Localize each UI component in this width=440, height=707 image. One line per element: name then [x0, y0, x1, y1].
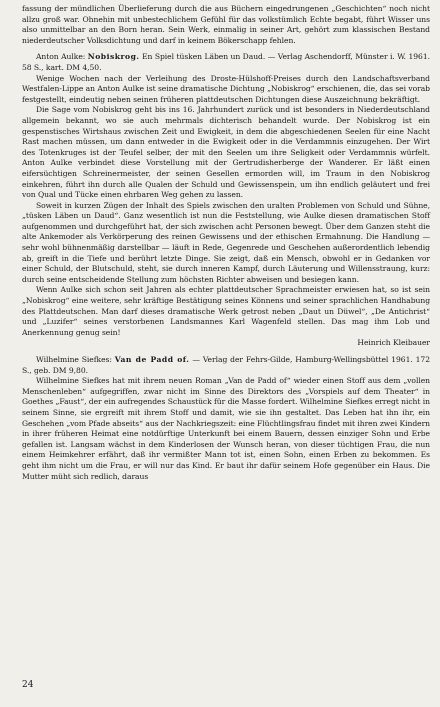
- body-paragraph: Die Sage vom Nobiskrog geht bis ins 16. Jahrhundert zurück und ist besonders in Niederdeutschland allgemein bekannt, wo sie auch mehrmals dichterisch behandelt wurde. Der Nobiskrog ist ein gespenstisches Wirtshaus zwischen Zeit und Ewigkeit, in dem die abgeschiedenen Seelen für eine Nacht Rast machen müssen, um dann entweder in die Ewigkeit oder in die Verdammnis einzugehen. Der Wirt des Totenkruges ist der Teufel selber, der mit den Seelen um ihre Seligkeit oder Verdammnis würfelt. Anton Aulke verbindet diese Vorstellung mit der Gertrudisherberge der Wanderer. Er läßt einen eifersüchtigen Schreinermeister, der seinen Gesellen ermorden will, im Traum in den Nobiskrog einkehren, führt ihn durch alle Qualen der Schuld und Gewissenspein, um ihn endlich geläutert und frei von Qual und Tücke einen ehrbaren Weg gehen zu lassen.: [22, 105, 430, 200]
- review-heading: [22, 355, 430, 376]
- page-number: 24: [22, 680, 34, 690]
- body-paragraph: Wilhelmine Siefkes hat mit ihrem neuen Roman „Van de Padd of“ wieder einen Stoff aus dem „vollen Menschenleben“ aufgegriffen, zwar nicht im Sinne des Direktors des „Vorspiels auf dem Theater“ in Goethes „Faust“, der ein aufregendes Schaustück für die Masse fordert. Wilhelmine Siefkes erregt nicht in seinem Sinne, sie ergreift mit ihrem Stoff und damit, wie sie ihn gestaltet. Das Leben hat ihn ihr, ein Geschehen „vom Pfade abseits“ aus der Nachkriegszeit: eine Flüchtlingsfrau findet mit ihren zwei Kindern in ihrer früheren Heimat eine notdürftige Unterkunft bei einem Bauern, dessen einziger Sohn und Erbe gefallen ist. Langsam wächst in dem Kinderlosen der Wunsch heran, von dieser tüchtigen Frau, die nun einem Heimkehrer erfährt, daß ihr vermißter Mann tot ist, einen Sohn, einen Erben zu bekommen. Es geht ihm nicht um die Frau, er will nur das Kind. Er baut ihr dafür seinem Hofe gegenüber ein Haus. Die Mutter müht sich redlich, daraus: [22, 376, 430, 481]
- review-publication-info: — Verlag der Fehrs-Gilde, Hamburg-Wellingsbüttel 1961. 172 S., geb. DM 9,80.: [22, 355, 430, 375]
- review-author: Wilhelmine Siefkes:: [36, 355, 112, 364]
- body-paragraph: Soweit in kurzen Zügen der Inhalt des Spiels zwischen den uralten Problemen von Schuld und Sühne, „tüsken Läben un Daud“. Ganz wesentlich ist nun die Feststellung, wie Aulke diesen dramatischen Stoff aufgenommen und durchgeführt hat, der sich zwischen acht Personen bewegt. Über dem Ganzen steht die alte Ankemoder als Verkörperung des reinen Gewissens und der ethischen Ermahnung. Die Handlung — sehr wohl bühnenmäßig darstellbar — läuft in Rede, Gegenrede und Geschehen außerordentlich lebendig ab, greift in die Tiefe und berührt letzte Dinge. Sie zeigt, daß ein Mensch, obwohl er in Gedanken vor einer Schuld, der Blutschuld, steht, sie durch inneren Kampf, durch Läuterung und Willensstraung, kurz: durch seine entscheidende Stellung zum höchsten Richter abweisen und besiegen kann.: [22, 200, 430, 284]
- review-book-title: Van de Padd of.: [114, 355, 190, 364]
- body-paragraph: fassung der mündlichen Überlieferung durch die aus Büchern eingedrungenen „Geschichten“ noch nicht allzu groß war. Ohnehin mit unbestechlichem Gefühl für das volkstümlich Echte begabt, führt Wisser uns also unmittelbar an den Born heran. Sein Werk, einmalig in seiner Art, gehört zum klassischen Bestand niederdeutscher Volksdichtung und darf in keinem Bökerschapp fehlen.: [22, 4, 430, 45]
- review-publication-info: En Spiel tüsken Läben un Daud. — Verlag Aschendorff, Münster i. W. 1961. 58 S., kart. DM 4,50.: [22, 52, 430, 72]
- text-column: [22, 4, 430, 482]
- review-author: Anton Aulke:: [36, 52, 86, 62]
- review-heading: [22, 52, 430, 73]
- review-book-title: Nobiskrog.: [87, 52, 140, 62]
- body-paragraph: Wenn Aulke sich schon seit Jahren als echter plattdeutscher Sprachmeister erwiesen hat, so ist sein „Nobiskrog“ eine weitere, sehr kräftige Bestätigung seines Könnens und seiner sprachlichen Handhabung des Plattdeutschen. Man darf dieses dramatische Werk getrost neben „Daut un Düwel“, „De Antichrist“ und „Luzifer“ seines verstorbenen Landsmannes Karl Wagenfeld stellen. Das mag ihm Lob und Anerkennung genug sein!: [22, 285, 430, 337]
- reviewer-signature: Heinrich Kleibauer: [357, 338, 430, 348]
- body-paragraph: Wenige Wochen nach der Verleihung des Droste-Hülshoff-Preises durch den Landschaftsverband Westfalen-Lippe an Anton Aulke ist seine dramatische Dichtung „Nobiskrog“ erschienen, die, das sei vorab festgestellt, eindeutig neben seinen früheren plattdeutschen Dichtungen diese Auszeichnung bekräftigt.: [22, 73, 430, 104]
